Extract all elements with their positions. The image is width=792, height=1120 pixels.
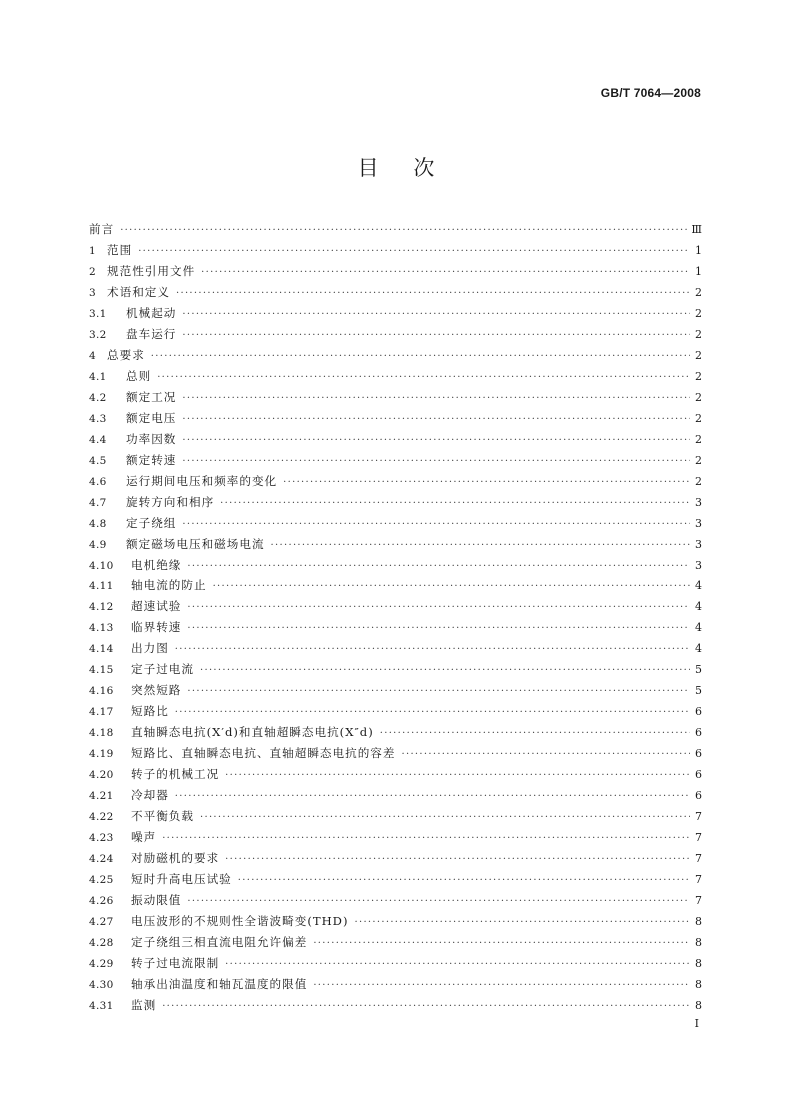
dot-leader [200,808,690,829]
toc-entry-label: 范围 [107,242,133,257]
toc-entry-page: 6 [695,747,702,761]
toc-entry[interactable] [89,869,702,890]
toc-entry-page: 3 [695,516,702,530]
toc-entry-label: 对励磁机的要求 [131,851,220,866]
toc-entry-label: 额定磁场电压和磁场电流 [126,536,265,551]
toc-entry-page: 7 [695,894,702,907]
toc-entry[interactable] [89,282,702,303]
toc-entry-page: 2 [695,306,702,320]
dot-leader [175,703,690,724]
dot-leader [313,976,690,997]
toc-entry[interactable] [89,680,702,701]
toc-entry-number: 4.31 [89,999,114,1012]
toc-entry-number: 4.13 [89,622,114,635]
dot-leader [138,242,690,263]
dot-leader [151,347,690,368]
toc-entry-page: 6 [695,726,702,740]
toc-entry-label: 前言 [89,222,115,236]
toc-entry-label: 噪声 [131,830,157,845]
toc-entry[interactable] [89,303,702,324]
dot-leader [182,305,690,326]
dot-leader [225,850,690,871]
toc-entry-number: 4.15 [89,664,114,677]
toc-entry-label: 短时升高电压试验 [131,872,232,887]
dot-leader [182,326,690,347]
toc-entry[interactable] [89,848,702,869]
toc-entry[interactable] [89,324,702,345]
toc-entry[interactable] [89,387,702,408]
toc-entry[interactable] [89,429,702,450]
toc-entry[interactable] [89,471,702,492]
toc-entry[interactable] [89,806,702,827]
toc-entry-number: 4.28 [89,936,114,949]
toc-entry-number: 4.27 [89,915,114,928]
toc-entry[interactable] [89,911,702,932]
dot-leader [187,557,690,578]
toc-entry-number: 4.7 [89,496,107,509]
dot-leader [182,410,690,431]
toc-entry[interactable] [89,408,702,429]
toc-entry-page: 2 [695,411,702,425]
toc-entry[interactable] [89,492,702,513]
toc-entry-page: 2 [695,369,702,383]
toc-entry[interactable] [89,764,702,785]
toc-entry-label: 轴承出油温度和轴瓦温度的限值 [131,976,308,991]
toc-entry-page: Ⅲ [691,223,702,236]
toc-entry-number: 2 [89,265,96,278]
toc-entry-page: 7 [695,852,702,866]
toc-entry-number: 4.1 [89,370,107,383]
toc-entry-page: 1 [695,243,702,257]
page-title: 目 次 [357,156,435,180]
toc-entry-label: 出力图 [131,641,169,656]
toc-entry-label: 定子绕组 [126,515,177,530]
toc-entry-number: 4.2 [89,391,107,404]
toc-entry-number: 4.17 [89,706,114,719]
dot-leader [401,745,690,766]
toc-entry-label: 电机绝缘 [131,557,182,572]
toc-entry-label: 超速试验 [131,599,182,614]
toc-entry[interactable] [89,575,702,596]
toc-entry[interactable] [89,617,702,638]
toc-entry-number: 4.20 [89,769,114,782]
toc-entry-label: 电压波形的不规则性全谐波畸变(THD) [131,913,349,928]
dot-leader [187,682,690,703]
toc-entry-label: 短路比、直轴瞬态电抗、直轴超瞬态电抗的容差 [131,746,396,761]
toc-entry-label: 不平衡负载 [131,809,194,824]
toc-entry[interactable] [89,261,702,282]
dot-leader [176,284,690,305]
toc-entry[interactable] [89,534,702,555]
toc-entry-number: 4.5 [89,454,107,467]
toc-entry-number: 4.22 [89,811,114,824]
toc-entry[interactable] [89,785,702,806]
toc-entry-number: 4.3 [89,412,107,425]
toc-entry-label: 旋转方向和相序 [126,494,215,509]
toc-entry-page: 8 [695,977,702,991]
toc-entry-page: 7 [695,873,702,887]
toc-entry[interactable] [89,450,702,471]
toc-entry-label: 额定工况 [126,389,177,404]
dot-leader [238,871,690,892]
toc-entry-number: 4 [89,349,96,362]
toc-entry-page: 2 [695,432,702,446]
toc-entry-number: 3.2 [89,328,107,341]
dot-leader [271,536,690,557]
dot-leader [182,515,690,536]
toc-entry-page: 4 [695,600,702,614]
toc-entry-number: 4.11 [89,580,114,593]
toc-entry-number: 4.24 [89,853,114,866]
toc-entry[interactable] [89,953,702,974]
toc-entry-number: 4.21 [89,790,114,803]
toc-entry-label: 功率因数 [126,431,177,446]
toc-entry-label: 额定转速 [126,452,177,467]
toc-entry[interactable] [89,743,702,764]
toc-entry-number: 4.4 [89,433,107,446]
toc-entry-label: 突然短路 [131,683,182,698]
dot-leader [220,494,690,515]
toc-entry-label: 转子过电流限制 [131,955,220,970]
toc-entry-number: 4.18 [89,727,114,740]
toc-entry-label: 冷却器 [131,788,169,803]
toc-entry-number: 4.30 [89,978,114,991]
toc-entry-label: 术语和定义 [107,284,170,299]
toc-entry[interactable] [89,345,702,366]
dot-leader [175,787,690,808]
toc-entry[interactable] [89,555,702,576]
toc-entry-page: 5 [695,663,702,677]
toc-entry-number: 4.16 [89,685,114,698]
toc-entry-page: 3 [695,558,702,572]
toc-entry-page: 5 [695,684,702,698]
toc-entry-page: 2 [695,453,702,467]
dot-leader [380,724,690,745]
dot-leader [175,640,690,661]
toc-entry-label: 运行期间电压和频率的变化 [126,473,278,488]
toc-entry-page: 4 [695,621,702,635]
dot-leader [283,473,690,494]
toc-entry-label: 转子的机械工况 [131,767,220,782]
toc-entry-number: 3 [89,286,96,299]
toc-entry-page: 8 [695,935,702,949]
dot-leader [201,263,690,284]
toc-entry-label: 额定电压 [126,410,177,425]
toc-entry-label: 临界转速 [131,620,182,635]
toc-entry-label: 轴电流的防止 [131,578,207,593]
toc-entry-label: 直轴瞬态电抗(X′d)和直轴超瞬态电抗(X″d) [131,725,374,740]
dot-leader [225,955,690,976]
toc-entry-number: 4.10 [89,559,114,572]
toc-entry-label: 监测 [131,997,157,1012]
dot-leader [187,619,690,640]
toc-entry-page: 2 [695,327,702,341]
toc-entry-number: 4.12 [89,601,114,614]
toc-entry-page: 4 [695,642,702,656]
toc-entry-label: 规范性引用文件 [107,263,196,278]
toc-entry-number: 4.19 [89,748,114,761]
toc-entry-page: 2 [695,474,702,488]
dot-leader [162,829,690,850]
dot-leader [182,452,690,473]
toc-entry[interactable] [89,827,702,848]
dot-leader [225,766,690,787]
table-of-contents [89,219,702,1016]
toc-entry-label: 定子过电流 [131,662,194,677]
page-number: I [694,1017,699,1030]
toc-entry-number: 4.29 [89,957,114,970]
toc-entry[interactable] [89,638,702,659]
toc-entry-number: 4.14 [89,643,114,656]
toc-entry-label: 振动限值 [131,893,182,907]
toc-entry-label: 总则 [126,368,152,383]
toc-entry-page: 7 [695,831,702,845]
toc-entry-page: 3 [695,537,702,551]
toc-entry[interactable] [89,932,702,953]
toc-entry[interactable] [89,890,702,911]
toc-entry-number: 3.1 [89,307,107,320]
toc-entry-number: 4.23 [89,832,114,845]
toc-entry-label: 盘车运行 [126,326,177,341]
toc-entry-page: 6 [695,789,702,803]
toc-entry-page: 2 [695,285,702,299]
dot-leader [187,892,690,913]
toc-entry-number: 1 [89,244,96,257]
toc-entry[interactable] [89,240,702,261]
toc-entry-label: 定子绕组三相直流电阻允许偏差 [131,934,308,949]
dot-leader [157,368,690,389]
toc-entry-label: 机械起动 [126,305,177,320]
toc-entry[interactable] [89,722,702,743]
toc-entry[interactable] [89,596,702,617]
toc-entry[interactable] [89,995,702,1016]
toc-entry[interactable] [89,366,702,387]
toc-entry-page: 2 [695,390,702,404]
dot-leader [213,577,690,598]
toc-entry-page: 8 [695,956,702,970]
toc-entry-page: 6 [695,768,702,782]
toc-entry-number: 4.26 [89,895,114,907]
standard-code: GB/T 7064—2008 [600,86,701,100]
toc-entry-page: 3 [695,495,702,509]
toc-entry-page: 6 [695,705,702,719]
dot-leader [313,934,690,955]
dot-leader [187,598,690,619]
toc-entry-label: 总要求 [107,347,145,362]
toc-entry-page: 7 [695,810,702,824]
dot-leader [355,913,691,934]
toc-entry-number: 4.25 [89,874,114,887]
toc-entry-number: 4.9 [89,538,107,551]
toc-entry[interactable] [89,659,702,680]
toc-entry-page: 8 [695,914,702,928]
toc-entry-page: 8 [695,998,702,1012]
toc-entry-page: 2 [695,348,702,362]
dot-leader [200,661,690,682]
toc-entry[interactable] [89,974,702,995]
toc-entry-label: 短路比 [131,704,169,719]
toc-entry-number: 4.8 [89,517,107,530]
dot-leader [182,431,690,452]
toc-entry[interactable] [89,701,702,722]
toc-entry-number: 4.6 [89,475,107,488]
dot-leader [162,997,690,1018]
toc-entry[interactable] [89,513,702,534]
dot-leader [182,389,690,410]
toc-entry-page: 4 [695,579,702,593]
toc-entry[interactable] [89,219,702,240]
dot-leader [120,221,687,242]
toc-entry-page: 1 [695,264,702,278]
